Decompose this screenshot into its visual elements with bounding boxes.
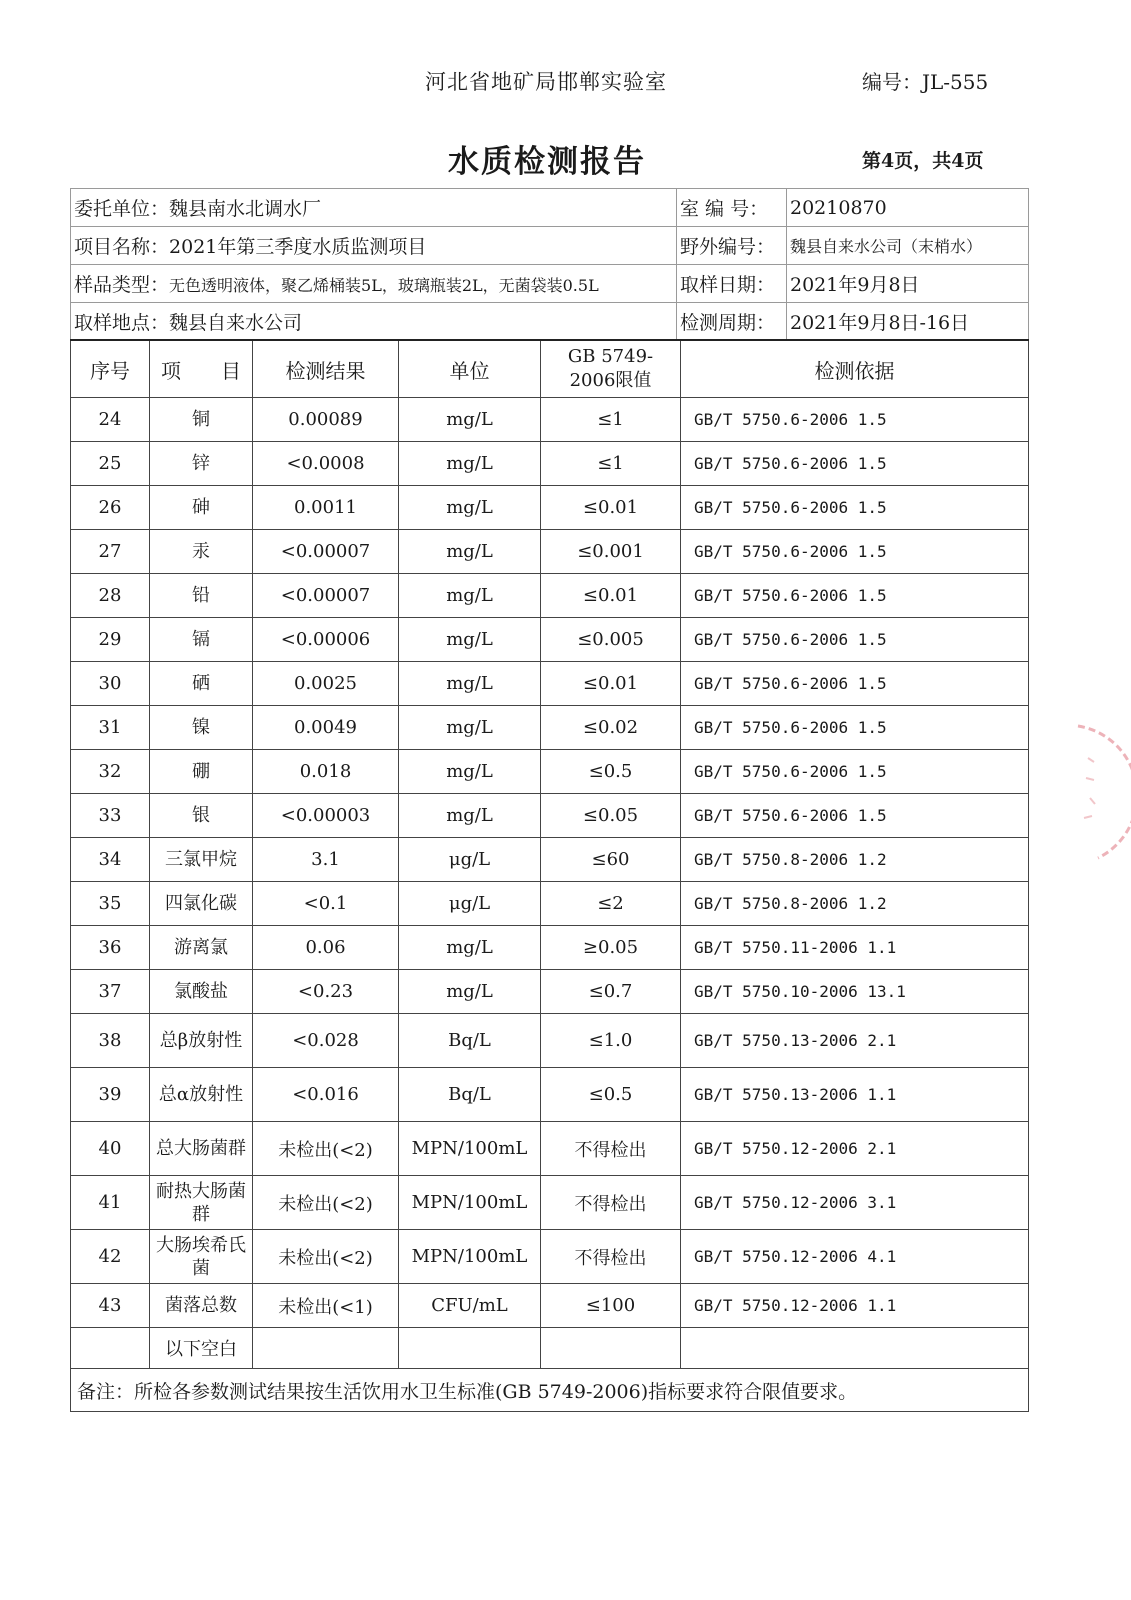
table-row	[71, 1176, 1029, 1230]
table-header-row	[71, 340, 1029, 398]
row-limit: 不得检出	[541, 1230, 681, 1284]
header-limit-line1: GB 5749-	[567, 346, 654, 367]
row-limit: ≤0.05	[541, 794, 681, 838]
header-basis: 检测依据	[681, 340, 1029, 398]
project-value: 2021年第三季度水质监测项目	[169, 236, 427, 258]
row-number: 39	[71, 1068, 150, 1122]
row-item: 硒	[150, 662, 253, 706]
sample-type-label: 样品类型：	[74, 274, 170, 296]
project-cell	[71, 227, 677, 265]
row-item: 锌	[150, 442, 253, 486]
table-row	[71, 1284, 1029, 1328]
table-row	[71, 486, 1029, 530]
row-unit: mg/L	[399, 530, 541, 574]
sample-type-cell	[71, 265, 677, 303]
location-value: 魏县自来水公司	[169, 312, 303, 334]
row-result: <0.016	[253, 1068, 399, 1122]
row-result: 未检出(<1)	[253, 1284, 399, 1328]
row-limit: ≤0.5	[541, 750, 681, 794]
results-table	[70, 339, 1029, 1412]
row-unit: CFU/mL	[399, 1284, 541, 1328]
row-unit: mg/L	[399, 794, 541, 838]
row-limit: ≤0.005	[541, 618, 681, 662]
report-number: 编号：JL-555	[862, 70, 989, 94]
header-limit	[541, 340, 681, 398]
row-item: 汞	[150, 530, 253, 574]
row-result: 0.06	[253, 926, 399, 970]
row-number: 40	[71, 1122, 150, 1176]
row-item: 总大肠菌群	[150, 1122, 253, 1176]
table-row	[71, 794, 1029, 838]
row-result: 未检出(<2)	[253, 1230, 399, 1284]
row-item: 游离氯	[150, 926, 253, 970]
blank-cell	[681, 1328, 1029, 1369]
info-row-location	[71, 303, 1029, 341]
table-row	[71, 882, 1029, 926]
info-table	[70, 188, 1029, 341]
row-limit: ≤100	[541, 1284, 681, 1328]
row-basis: GB/T 5750.6-2006 1.5	[681, 662, 1029, 706]
row-item: 总β放射性	[150, 1014, 253, 1068]
row-limit: ≤0.7	[541, 970, 681, 1014]
row-unit: Bq/L	[399, 1014, 541, 1068]
note-row	[71, 1369, 1029, 1412]
blank-cell	[253, 1328, 399, 1369]
row-limit: ≤1	[541, 398, 681, 442]
row-basis: GB/T 5750.10-2006 13.1	[681, 970, 1029, 1014]
row-limit: ≤60	[541, 838, 681, 882]
sampling-date-value: 2021年9月8日	[787, 265, 1029, 303]
row-number: 26	[71, 486, 150, 530]
row-basis: GB/T 5750.6-2006 1.5	[681, 574, 1029, 618]
row-basis: GB/T 5750.8-2006 1.2	[681, 882, 1029, 926]
note-text: 备注：所检各参数测试结果按生活饮用水卫生标准(GB 5749-2006)指标要求符合限值要求。	[71, 1369, 1029, 1412]
table-row	[71, 1068, 1029, 1122]
row-unit: μg/L	[399, 882, 541, 926]
client-label: 委托单位：	[74, 198, 170, 220]
row-basis: GB/T 5750.12-2006 2.1	[681, 1122, 1029, 1176]
client-value: 魏县南水北调水厂	[169, 198, 322, 220]
row-unit: mg/L	[399, 662, 541, 706]
info-row-sample-type	[71, 265, 1029, 303]
row-basis: GB/T 5750.13-2006 1.1	[681, 1068, 1029, 1122]
lab-no-value: 20210870	[787, 189, 1029, 227]
row-basis: GB/T 5750.12-2006 1.1	[681, 1284, 1029, 1328]
info-row-client	[71, 189, 1029, 227]
row-result: <0.23	[253, 970, 399, 1014]
row-basis: GB/T 5750.6-2006 1.5	[681, 794, 1029, 838]
row-result: <0.00006	[253, 618, 399, 662]
row-item: 镉	[150, 618, 253, 662]
header-result: 检测结果	[253, 340, 399, 398]
table-row	[71, 398, 1029, 442]
row-unit: mg/L	[399, 398, 541, 442]
field-no-label: 野外编号：	[677, 227, 787, 265]
row-number: 35	[71, 882, 150, 926]
row-number: 30	[71, 662, 150, 706]
row-basis: GB/T 5750.12-2006 4.1	[681, 1230, 1029, 1284]
row-item: 氯酸盐	[150, 970, 253, 1014]
row-unit: mg/L	[399, 926, 541, 970]
row-item: 镍	[150, 706, 253, 750]
table-row	[71, 574, 1029, 618]
location-label: 取样地点：	[74, 312, 170, 334]
row-limit: ≤0.02	[541, 706, 681, 750]
row-unit: mg/L	[399, 486, 541, 530]
row-basis: GB/T 5750.6-2006 1.5	[681, 530, 1029, 574]
row-limit: ≤0.01	[541, 574, 681, 618]
row-basis: GB/T 5750.12-2006 3.1	[681, 1176, 1029, 1230]
info-row-project	[71, 227, 1029, 265]
row-result: 0.0011	[253, 486, 399, 530]
row-limit: ≤2	[541, 882, 681, 926]
table-row	[71, 970, 1029, 1014]
row-number: 27	[71, 530, 150, 574]
row-unit: mg/L	[399, 574, 541, 618]
table-row	[71, 442, 1029, 486]
blank-cell	[399, 1328, 541, 1369]
row-unit: mg/L	[399, 442, 541, 486]
row-item: 砷	[150, 486, 253, 530]
lab-no-label: 室 编 号：	[677, 189, 787, 227]
row-limit: ≤1	[541, 442, 681, 486]
row-item: 铅	[150, 574, 253, 618]
row-result: 0.0025	[253, 662, 399, 706]
row-basis: GB/T 5750.6-2006 1.5	[681, 398, 1029, 442]
row-number: 36	[71, 926, 150, 970]
row-item: 铜	[150, 398, 253, 442]
table-row	[71, 618, 1029, 662]
row-number: 38	[71, 1014, 150, 1068]
header-item: 项 目	[150, 340, 253, 398]
row-result: 0.0049	[253, 706, 399, 750]
row-result: <0.00007	[253, 530, 399, 574]
row-result: <0.00003	[253, 794, 399, 838]
sample-type-value: 无色透明液体，聚乙烯桶装5L，玻璃瓶装2L，无菌袋装0.5L	[169, 276, 599, 295]
row-number: 43	[71, 1284, 150, 1328]
row-unit: mg/L	[399, 750, 541, 794]
row-item: 耐热大肠菌群	[150, 1176, 253, 1230]
header-seq: 序号	[71, 340, 150, 398]
row-number: 34	[71, 838, 150, 882]
blank-row	[71, 1328, 1029, 1369]
project-label: 项目名称：	[74, 236, 170, 258]
row-basis: GB/T 5750.6-2006 1.5	[681, 750, 1029, 794]
row-result: 未检出(<2)	[253, 1122, 399, 1176]
sampling-date-label: 取样日期：	[677, 265, 787, 303]
row-result: <0.1	[253, 882, 399, 926]
table-row	[71, 530, 1029, 574]
row-number: 41	[71, 1176, 150, 1230]
table-row	[71, 706, 1029, 750]
row-unit: mg/L	[399, 970, 541, 1014]
header-limit-line2: 2006限值	[569, 370, 652, 391]
row-result: <0.0008	[253, 442, 399, 486]
blank-cell	[541, 1328, 681, 1369]
row-item: 大肠埃希氏菌	[150, 1230, 253, 1284]
row-item: 硼	[150, 750, 253, 794]
row-unit: MPN/100mL	[399, 1176, 541, 1230]
row-limit: ≥0.05	[541, 926, 681, 970]
row-limit: ≤0.5	[541, 1068, 681, 1122]
row-limit: 不得检出	[541, 1176, 681, 1230]
blank-cell	[71, 1328, 150, 1369]
row-item: 银	[150, 794, 253, 838]
row-result: <0.028	[253, 1014, 399, 1068]
row-basis: GB/T 5750.6-2006 1.5	[681, 486, 1029, 530]
table-row	[71, 838, 1029, 882]
row-limit: 不得检出	[541, 1122, 681, 1176]
row-number: 28	[71, 574, 150, 618]
row-limit: ≤0.01	[541, 662, 681, 706]
row-basis: GB/T 5750.6-2006 1.5	[681, 442, 1029, 486]
row-basis: GB/T 5750.6-2006 1.5	[681, 706, 1029, 750]
row-item: 菌落总数	[150, 1284, 253, 1328]
row-result: 0.00089	[253, 398, 399, 442]
row-number: 42	[71, 1230, 150, 1284]
row-unit: mg/L	[399, 706, 541, 750]
row-number: 29	[71, 618, 150, 662]
row-unit: μg/L	[399, 838, 541, 882]
row-basis: GB/T 5750.8-2006 1.2	[681, 838, 1029, 882]
table-row	[71, 750, 1029, 794]
row-limit: ≤0.01	[541, 486, 681, 530]
period-label: 检测周期：	[677, 303, 787, 341]
row-limit: ≤1.0	[541, 1014, 681, 1068]
row-result: 0.018	[253, 750, 399, 794]
row-item: 总α放射性	[150, 1068, 253, 1122]
row-number: 25	[71, 442, 150, 486]
report-title: 水质检测报告	[448, 144, 646, 180]
table-row	[71, 1014, 1029, 1068]
lab-name: 河北省地矿局邯郸实验室	[425, 70, 667, 94]
row-result: 未检出(<2)	[253, 1176, 399, 1230]
row-item: 四氯化碳	[150, 882, 253, 926]
table-row	[71, 662, 1029, 706]
row-unit: mg/L	[399, 618, 541, 662]
row-result: <0.00007	[253, 574, 399, 618]
field-no-value: 魏县自来水公司（末梢水）	[787, 227, 1029, 265]
period-value: 2021年9月8日-16日	[787, 303, 1029, 341]
row-number: 31	[71, 706, 150, 750]
row-basis: GB/T 5750.11-2006 1.1	[681, 926, 1029, 970]
row-item: 三氯甲烷	[150, 838, 253, 882]
page-info: 第4页，共4页	[862, 150, 984, 172]
blank-text: 以下空白	[150, 1328, 253, 1369]
results-body	[71, 398, 1029, 1328]
row-number: 37	[71, 970, 150, 1014]
row-number: 24	[71, 398, 150, 442]
row-result: 3.1	[253, 838, 399, 882]
row-limit: ≤0.001	[541, 530, 681, 574]
client-cell	[71, 189, 677, 227]
location-cell	[71, 303, 677, 341]
row-basis: GB/T 5750.6-2006 1.5	[681, 618, 1029, 662]
row-number: 32	[71, 750, 150, 794]
row-unit: MPN/100mL	[399, 1230, 541, 1284]
row-unit: MPN/100mL	[399, 1122, 541, 1176]
header-unit: 单位	[399, 340, 541, 398]
row-basis: GB/T 5750.13-2006 2.1	[681, 1014, 1029, 1068]
table-row	[71, 1122, 1029, 1176]
row-number: 33	[71, 794, 150, 838]
row-unit: Bq/L	[399, 1068, 541, 1122]
red-seal-stamp	[1068, 718, 1131, 868]
table-row	[71, 1230, 1029, 1284]
table-row	[71, 926, 1029, 970]
